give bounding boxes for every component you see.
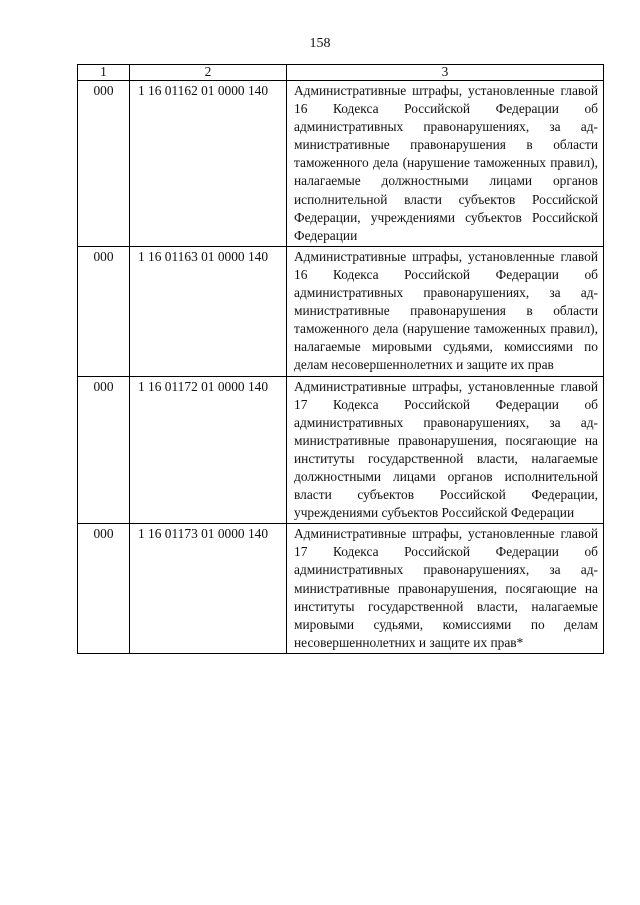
kbk-table bbox=[77, 64, 604, 654]
table-row bbox=[78, 246, 604, 376]
column-header-3: 3 bbox=[287, 65, 604, 81]
admin-code-cell: 000 bbox=[78, 246, 130, 376]
table-row bbox=[78, 376, 604, 524]
table-row bbox=[78, 524, 604, 654]
description-cell: Административные штрафы, установленные главой 16 Кодекса Российской Федерации об административных правонарушениях, за административные правонарушения в области таможенного дела (нарушение таможенных правил), налагаемые мировыми судьями, комиссиями по делам несовершеннолетних и защите их прав bbox=[287, 246, 604, 376]
kbk-code-cell: 1 16 01162 01 0000 140 bbox=[130, 81, 287, 247]
admin-code-cell: 000 bbox=[78, 376, 130, 524]
column-header-1: 1 bbox=[78, 65, 130, 81]
description-cell: Административные штрафы, установленные главой 17 Кодекса Российской Федерации об административных правонарушениях, за административные правонарушения, посягающие на институты государственной власти, налагаемые должностными лицами органов исполнительной власти субъектов Российской Федерации, учреждениями субъектов Российской Федерации bbox=[287, 376, 604, 524]
page-number: 158 bbox=[309, 36, 331, 51]
description-cell: Административные штрафы, установленные главой 17 Кодекса Российской Федерации об административных правонарушениях, за административные правонарушения, посягающие на институты государственной власти, налагаемые мировыми судьями, комиссиями по делам несовершеннолетних и защите их прав* bbox=[287, 524, 604, 654]
table-header-row bbox=[78, 65, 604, 81]
kbk-code-cell: 1 16 01172 01 0000 140 bbox=[130, 376, 287, 524]
table-row bbox=[78, 81, 604, 247]
description-cell: Административные штрафы, установленные главой 16 Кодекса Российской Федерации об административных правонарушениях, за административные правонарушения в области таможенного дела (нарушение таможенных правил), налагаемые должностными лицами органов исполнительной власти субъектов Российской Федерации, учреждениями субъектов Российской Федерации bbox=[287, 81, 604, 247]
column-header-2: 2 bbox=[130, 65, 287, 81]
admin-code-cell: 000 bbox=[78, 81, 130, 247]
admin-code-cell: 000 bbox=[78, 524, 130, 654]
kbk-code-cell: 1 16 01163 01 0000 140 bbox=[130, 246, 287, 376]
kbk-code-cell: 1 16 01173 01 0000 140 bbox=[130, 524, 287, 654]
